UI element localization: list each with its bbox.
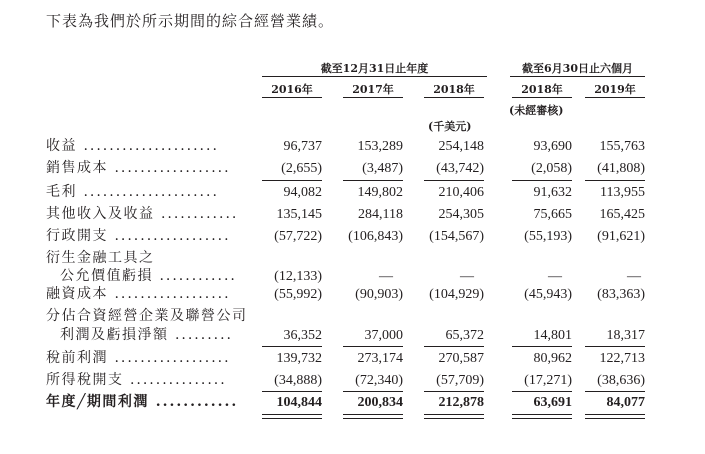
subtotal-line: [424, 391, 484, 392]
row-label: 收益: [46, 138, 77, 154]
intro-text: 下表為我們於所示期間的綜合經營業績。: [46, 12, 335, 30]
cell-value: 84,077: [606, 395, 645, 410]
row-gross-profit: [0, 183, 705, 205]
subtotal-line: [585, 391, 645, 392]
cell-value: 284,118: [358, 207, 403, 222]
total-double-line: [343, 414, 403, 419]
cell-value: 135,145: [276, 207, 322, 222]
subtotal-line: [585, 346, 645, 347]
year-underline: [262, 97, 322, 98]
cell-value: (34,888): [274, 373, 322, 388]
subtotal-line: [343, 180, 403, 181]
row-label: 行政開支: [46, 228, 108, 244]
leader-dots: ............: [154, 206, 239, 222]
subtotal-line: [343, 391, 403, 392]
row-admin-expenses: [0, 227, 705, 249]
cell-value: (45,943): [524, 287, 572, 302]
cell-value: 91,632: [533, 185, 572, 200]
row-label: 分佔合資經營企業及聯營公司: [46, 308, 248, 324]
cell-value: 153,289: [357, 139, 403, 154]
row-income-tax: [0, 371, 705, 393]
cell-value: (43,742): [436, 161, 484, 176]
year-underline: [424, 97, 484, 98]
cell-value: (41,808): [597, 161, 645, 176]
subtotal-line: [424, 180, 484, 181]
leader-dots: .....................: [77, 184, 219, 200]
row-label: 融資成本: [46, 286, 108, 302]
subtotal-line: [262, 346, 322, 347]
row-label: 年度╱期間利潤: [46, 394, 149, 410]
row-label: 毛利: [46, 184, 77, 200]
subtotal-line: [512, 346, 572, 347]
cell-value: 75,665: [533, 207, 572, 222]
cell-value: 37,000: [364, 328, 403, 343]
cell-value: 210,406: [438, 185, 484, 200]
row-other-income: [0, 205, 705, 227]
leader-dots: .........: [168, 327, 234, 343]
leader-dots: ...............: [123, 372, 227, 388]
cell-value: —: [548, 269, 562, 284]
row-cost-of-sales: [0, 159, 705, 181]
cell-value: 14,801: [533, 328, 572, 343]
cell-value: 139,732: [276, 351, 322, 366]
cell-value: 93,690: [533, 139, 572, 154]
cell-value: (83,363): [597, 287, 645, 302]
cell-value: —: [379, 269, 393, 284]
cell-value: 270,587: [438, 351, 484, 366]
row-revenue: [0, 137, 705, 159]
cell-value: 200,834: [357, 395, 403, 410]
subtotal-line: [424, 346, 484, 347]
cell-value: 113,955: [600, 185, 645, 200]
row-finance-costs: [0, 285, 705, 307]
cell-value: 65,372: [445, 328, 484, 343]
year-underline: [343, 97, 403, 98]
cell-value: (2,058): [531, 161, 572, 176]
year-2018: 2018年: [433, 83, 475, 96]
cell-value: (106,843): [348, 229, 403, 244]
cell-value: (72,340): [355, 373, 403, 388]
total-double-line: [262, 414, 322, 419]
row-label: 其他收入及收益: [46, 206, 155, 222]
cell-value: 254,148: [438, 139, 484, 154]
cell-value: (57,722): [274, 229, 322, 244]
subtotal-line: [262, 391, 322, 392]
cell-value: 122,713: [599, 351, 645, 366]
leader-dots: ..................: [108, 286, 231, 302]
leader-dots: .....................: [77, 138, 219, 154]
cell-value: 94,082: [283, 185, 322, 200]
subtotal-line: [262, 180, 322, 181]
row-label: 公允價值虧損: [60, 268, 153, 284]
group-underline-years: [262, 76, 487, 77]
cell-value: 165,425: [599, 207, 645, 222]
group-header-years: 截至12月31日止年度: [320, 62, 429, 75]
cell-value: (90,903): [355, 287, 403, 302]
subtotal-line: [585, 180, 645, 181]
cell-value: (38,636): [597, 373, 645, 388]
leader-dots: ............: [153, 268, 237, 284]
year-2017: 2017年: [352, 83, 394, 96]
cell-value: 104,844: [276, 395, 322, 410]
subtotal-line: [512, 180, 572, 181]
cell-value: (12,133): [274, 269, 322, 284]
row-share-jv-net: [0, 326, 705, 348]
subtotal-line: [512, 391, 572, 392]
row-period-profit: [0, 393, 705, 415]
cell-value: (55,193): [524, 229, 572, 244]
cell-value: (55,992): [274, 287, 322, 302]
group-underline-six-months: [510, 76, 645, 77]
year-2016: 2016年: [271, 83, 313, 96]
year-2018-h1: 2018年: [521, 83, 563, 96]
row-label: 利潤及虧損淨額: [60, 327, 169, 343]
year-2019-h1: 2019年: [594, 83, 636, 96]
row-label: 衍生金融工具之: [46, 250, 155, 266]
total-double-line: [585, 414, 645, 419]
cell-value: (2,655): [281, 161, 322, 176]
row-label: 所得稅開支: [46, 372, 124, 388]
cell-value: —: [627, 269, 641, 284]
unaudited-note: (未經審核): [509, 104, 564, 117]
unit-note: (千美元): [428, 120, 472, 133]
cell-value: 18,317: [606, 328, 645, 343]
total-double-line: [424, 414, 484, 419]
group-header-six-months: 截至6月30日止六個月: [522, 62, 633, 75]
total-double-line: [512, 414, 572, 419]
cell-value: 149,802: [357, 185, 403, 200]
cell-value: (17,271): [524, 373, 572, 388]
subtotal-line: [343, 346, 403, 347]
cell-value: (57,709): [436, 373, 484, 388]
leader-dots: ..................: [108, 228, 231, 244]
row-label: 銷售成本: [46, 160, 108, 176]
cell-value: (104,929): [429, 287, 484, 302]
leader-dots: ............: [148, 394, 239, 410]
cell-value: 254,305: [438, 207, 484, 222]
cell-value: 96,737: [283, 139, 322, 154]
leader-dots: ..................: [108, 160, 231, 176]
cell-value: —: [460, 269, 474, 284]
row-profit-before-tax: [0, 349, 705, 371]
cell-value: 273,174: [357, 351, 403, 366]
cell-value: (91,621): [597, 229, 645, 244]
cell-value: (3,487): [362, 161, 403, 176]
cell-value: 80,962: [533, 351, 572, 366]
year-underline: [512, 97, 572, 98]
cell-value: 155,763: [599, 139, 645, 154]
leader-dots: ..................: [108, 350, 231, 366]
year-underline: [585, 97, 645, 98]
row-label: 稅前利潤: [46, 350, 108, 366]
cell-value: 36,352: [283, 328, 322, 343]
cell-value: 63,691: [533, 395, 572, 410]
cell-value: 212,878: [438, 395, 484, 410]
cell-value: (154,567): [429, 229, 484, 244]
